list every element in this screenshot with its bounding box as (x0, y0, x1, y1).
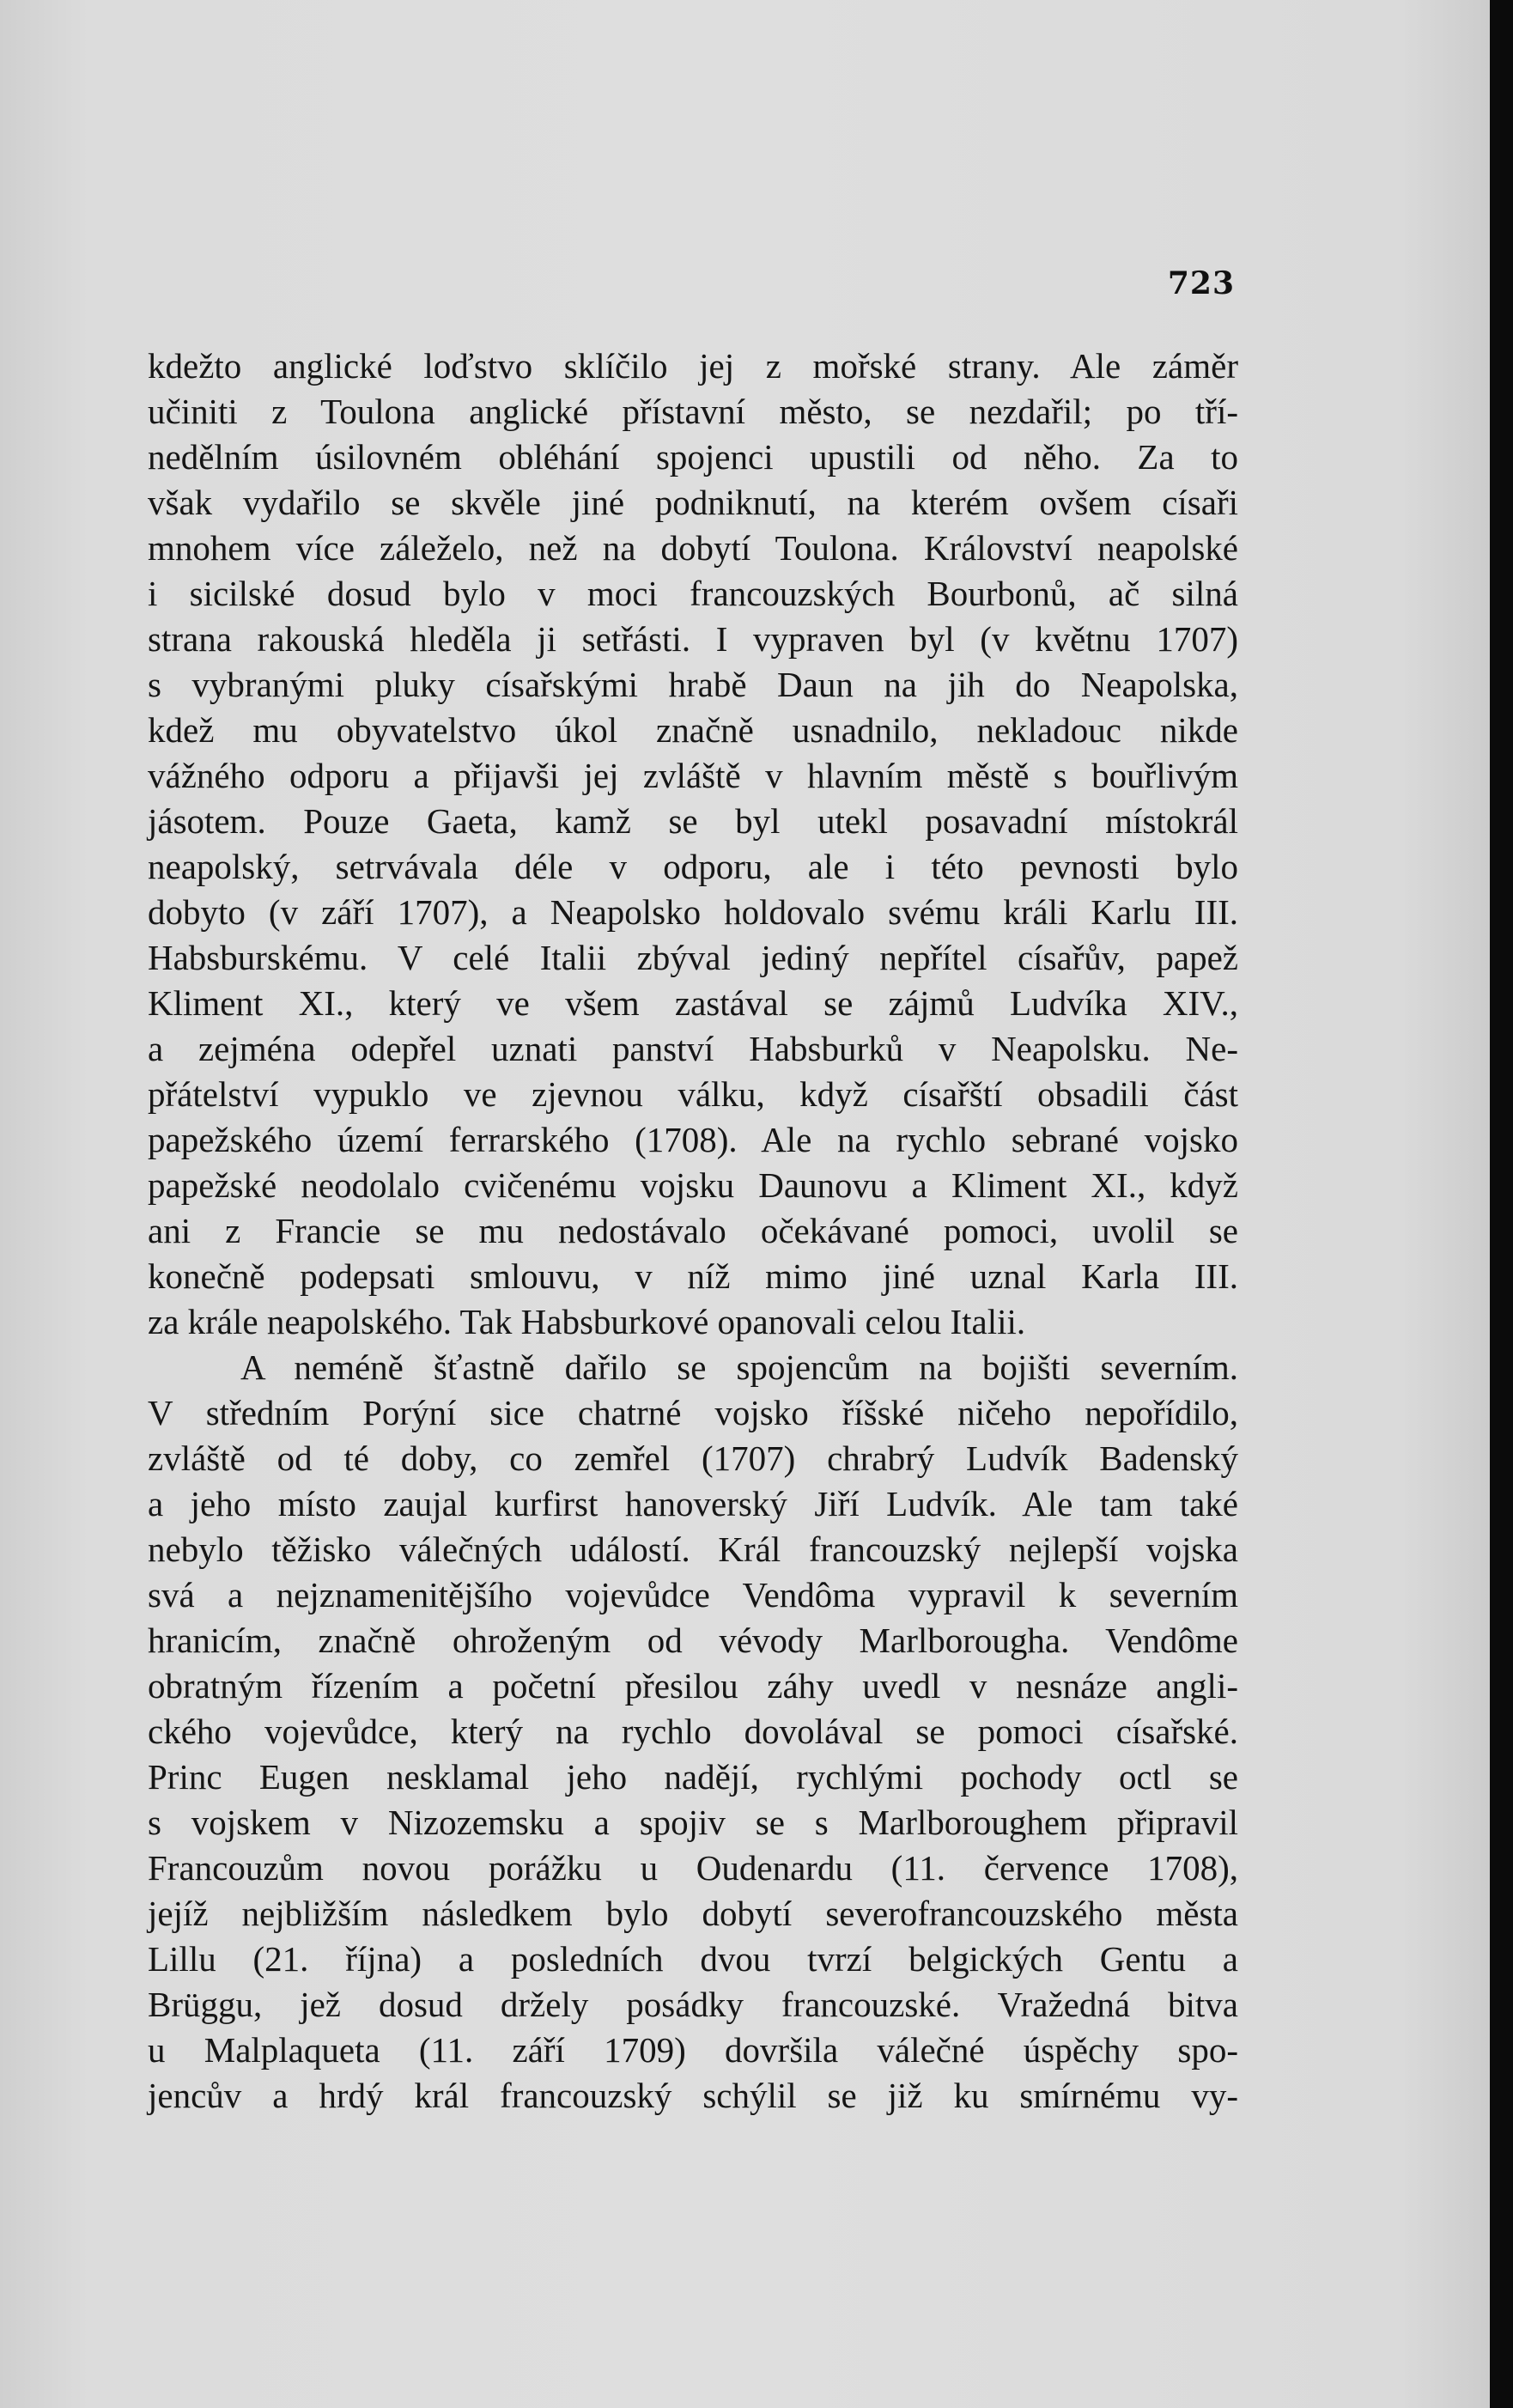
text-line: s vybranými pluky císařskými hrabě Daun na jih do Neapolska, (148, 665, 1238, 704)
text-line: Brüggu, jež dosud držely posádky francouzské. Vražedná bitva (148, 1985, 1238, 2024)
text-line: kdež mu obyvatelstvo úkol značně usnadnilo, nekladouc nikde (148, 710, 1238, 750)
text-line: vážného odporu a přijavši jej zvláště v hlavním městě s bouřlivým (148, 756, 1238, 795)
text-line: učiniti z Toulona anglické přístavní město, se nezdařil; po tří- (148, 392, 1238, 431)
text-line: V středním Porýní sice chatrné vojsko říšské ničeho nepořídilo, (148, 1393, 1238, 1432)
text-line: kdežto anglické loďstvo sklíčilo jej z mořské strany. Ale záměr (148, 346, 1238, 386)
text-line: za krále neapolského. Tak Habsburkové opanovali celou Italii. (148, 1302, 1026, 1341)
text-line: jásotem. Pouze Gaeta, kamž se byl utekl posavadní místokrál (148, 801, 1238, 841)
text-line: jencův a hrdý král francouzský schýlil se již ku smírnému vy- (148, 2076, 1238, 2115)
text-line: ani z Francie se mu nedostávalo očekávané pomoci, uvolil se (148, 1211, 1238, 1250)
text-line: nebylo těžisko válečných událostí. Král francouzský nejlepší vojska (148, 1529, 1238, 1569)
text-line: Princ Eugen nesklamal jeho nadějí, rychlými pochody octl se (148, 1757, 1238, 1797)
text-line: neapolský, setrvávala déle v odporu, ale i této pevnosti bylo (148, 847, 1238, 886)
text-line: přátelství vypuklo ve zjevnou válku, když císařští obsadili část (148, 1074, 1238, 1114)
text-line: Francouzům novou porážku u Oudenardu (11. července 1708), (148, 1848, 1238, 1888)
text-line: a jeho místo zaujal kurfirst hanoverský Jiří Ludvík. Ale tam také (148, 1484, 1238, 1523)
text-line: konečně podepsati smlouvu, v níž mimo jiné uznal Karla III. (148, 1256, 1238, 1296)
text-line: ckého vojevůdce, který na rychlo dovolával se pomoci císařské. (148, 1712, 1238, 1751)
page-number: 723 (1167, 265, 1235, 301)
text-line: papežské neodolalo cvičenému vojsku Daunovu a Kliment XI., když (148, 1165, 1238, 1205)
scan-dark-edge (1490, 0, 1513, 2408)
text-line: s vojskem v Nizozemsku a spojiv se s Marlboroughem připravil (148, 1803, 1238, 1842)
text-line: i sicilské dosud bylo v moci francouzských Bourbonů, ač silná (148, 574, 1238, 613)
text-line: Habsburskému. V celé Italii zbýval jediný nepřítel císařův, papež (148, 938, 1238, 977)
text-line: a zejména odepřel uznati panství Habsburků v Neapolsku. Ne- (148, 1029, 1238, 1068)
text-line: strana rakouská hleděla ji setřásti. I vypraven byl (v květnu 1707) (148, 619, 1238, 659)
text-line: dobyto (v září 1707), a Neapolsko holdovalo svému králi Karlu III. (148, 892, 1238, 932)
text-line: Lillu (21. října) a posledních dvou tvrzí belgických Gentu a (148, 1939, 1238, 1979)
text-line: hranicím, značně ohroženým od vévody Marlborougha. Vendôme (148, 1621, 1238, 1660)
text-line: jejíž nejbližším následkem bylo dobytí severofrancouzského města (148, 1894, 1238, 1933)
text-line: papežského území ferrarského (1708). Ale na rychlo sebrané vojsko (148, 1120, 1238, 1159)
text-line: obratným řízením a početní přesilou záhy uvedl v nesnáze angli- (148, 1666, 1238, 1706)
text-line: zvláště od té doby, co zemřel (1707) chrabrý Ludvík Badenský (148, 1438, 1238, 1478)
text-line: u Malplaqueta (11. září 1709) dovršila válečné úspěchy spo- (148, 2030, 1238, 2070)
paragraph-first-line: A neméně šťastně dařilo se spojencům na bojišti severním. (240, 1347, 1238, 1387)
text-line: svá a nejznamenitějšího vojevůdce Vendôma vypravil k severním (148, 1575, 1238, 1614)
text-line: však vydařilo se skvěle jiné podniknutí, na kterém ovšem císaři (148, 483, 1238, 522)
text-line: nedělním úsilovném obléhání spojenci upustili od něho. Za to (148, 437, 1238, 477)
text-line: Kliment XI., který ve všem zastával se zájmů Ludvíka XIV., (148, 983, 1238, 1023)
body-text (148, 344, 1238, 2119)
text-line: mnohem více záleželo, než na dobytí Toulona. Království neapolské (148, 528, 1238, 568)
